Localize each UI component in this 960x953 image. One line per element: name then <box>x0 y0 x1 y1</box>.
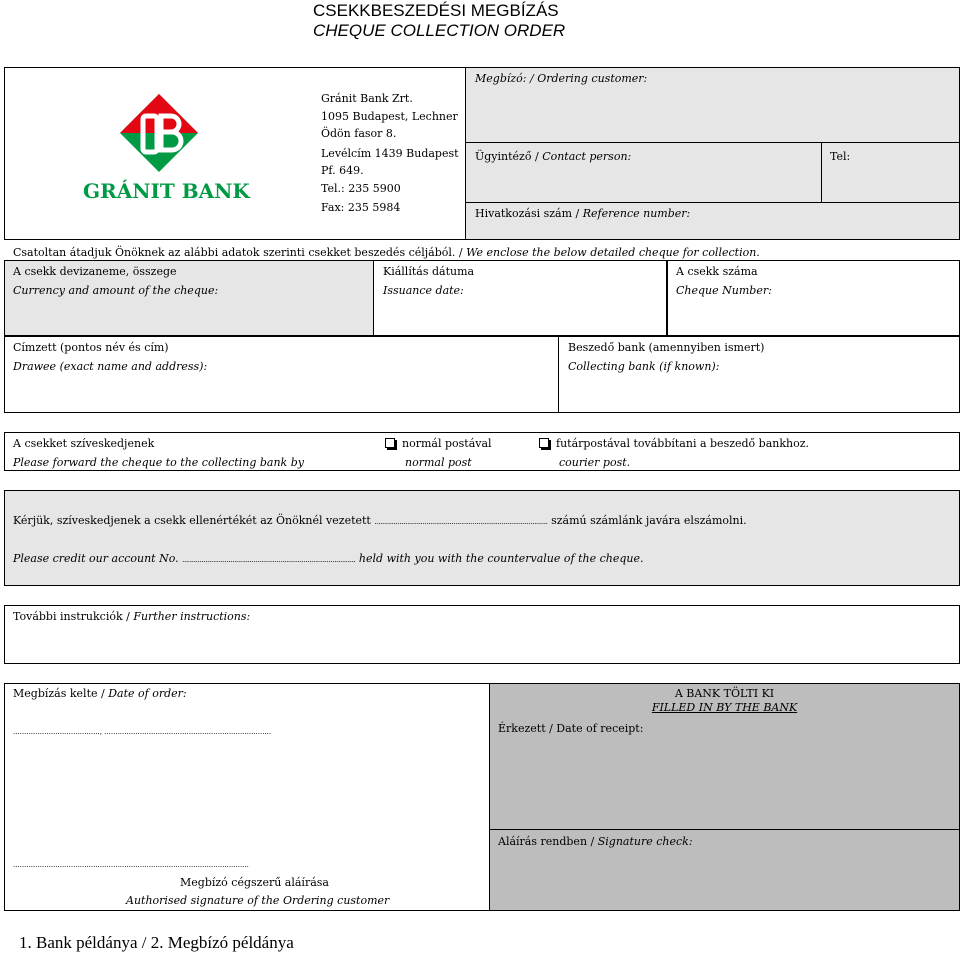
checkbox-icon[interactable] <box>385 438 395 448</box>
bank-use-heading-en: FILLED IN BY THE BANK <box>651 701 798 714</box>
bank-use-heading-hu: A BANK TÖLTI KI <box>674 687 775 700</box>
contact-person-label: Ügyintéző / Contact person: <box>475 150 632 163</box>
divider <box>465 202 960 203</box>
bank-use-section <box>489 683 960 911</box>
bank-address-line: Ödön fasor 8. <box>321 127 397 140</box>
issuance-label-hu: Kiállítás dátuma <box>383 265 475 278</box>
credit-account-section <box>4 490 960 586</box>
logo-wordmark: GRÁNIT BANK <box>83 179 250 203</box>
ordering-customer-label: Megbízó: / Ordering customer: <box>475 72 648 85</box>
tel-label: Tel: <box>830 150 851 163</box>
normal-post-option[interactable]: normál postával <box>385 437 492 451</box>
divider <box>465 142 960 143</box>
date-of-order-field[interactable]: ......................................., ........................................................................... <box>13 728 272 736</box>
issuance-label-en: Issuance date: <box>383 284 464 297</box>
title-english: CHEQUE COLLECTION ORDER <box>313 21 566 40</box>
drawee-label-en: Drawee (exact name and address): <box>13 360 208 373</box>
intro-text: Csatoltan átadjuk Önöknek az alábbi adatok szerinti csekket beszedés céljából. / We enclose the below detailed cheque for collection. <box>13 246 760 259</box>
normal-post-label-en: normal post <box>405 456 472 469</box>
collecting-bank-label-en: Collecting bank (if known): <box>568 360 720 373</box>
checkbox-icon[interactable] <box>539 438 549 448</box>
account-number-field-en[interactable]: .......................................................................................... <box>182 556 356 564</box>
bank-po-box: Pf. 649. <box>321 164 364 177</box>
bank-mailing-address: Levélcím 1439 Budapest <box>321 147 459 160</box>
further-instructions-label: További instrukciók / Further instructions: <box>13 610 251 623</box>
credit-text-en: Please credit our account No. .......................................................................................... held with you with the countervalue of the cheque. <box>13 552 644 565</box>
bank-fax: Fax: 235 5984 <box>321 201 401 214</box>
courier-post-option[interactable]: futárpostával továbbítani a beszedő bankhoz. <box>539 437 809 451</box>
forward-label-hu: A csekket szíveskedjenek <box>13 437 155 450</box>
copy-distribution-note: 1. Bank példánya / 2. Megbízó példánya <box>19 933 294 952</box>
signature-label-en: Authorised signature of the Ordering customer <box>126 894 390 907</box>
signature-check-label: Aláírás rendben / Signature check: <box>498 835 693 848</box>
forward-label-en: Please forward the cheque to the collecting bank by <box>13 456 304 469</box>
logo-icon <box>118 92 200 174</box>
courier-post-label-en: courier post. <box>559 456 631 469</box>
bank-phone: Tel.: 235 5900 <box>321 182 401 195</box>
currency-label-hu: A csekk devizaneme, összege <box>13 265 177 278</box>
cheque-number-label-hu: A csekk száma <box>676 265 758 278</box>
account-number-field[interactable]: .......................................................................................... <box>374 518 548 526</box>
bank-name: Gránit Bank Zrt. <box>321 92 413 105</box>
granit-bank-logo <box>118 92 200 174</box>
title-hungarian: CSEKKBESZEDÉSI MEGBÍZÁS <box>313 1 559 20</box>
divider <box>489 829 960 830</box>
currency-label-en: Currency and amount of the cheque: <box>13 284 219 297</box>
date-of-receipt-label: Érkezett / Date of receipt: <box>498 722 644 735</box>
reference-number-label: Hivatkozási szám / Reference number: <box>475 207 691 220</box>
collecting-bank-label-hu: Beszedő bank (amennyiben ismert) <box>568 341 765 354</box>
bank-address-line: 1095 Budapest, Lechner <box>321 110 458 123</box>
date-of-order-label: Megbízás kelte / Date of order: <box>13 687 187 700</box>
credit-text-hu: Kérjük, szíveskedjenek a csekk ellenértékét az Önöknél vezetett .......................................................................................... számú számlánk javára elszámolni. <box>13 514 747 527</box>
drawee-label-hu: Címzett (pontos név és cím) <box>13 341 169 354</box>
signature-label-hu: Megbízó cégszerű aláírása <box>180 876 329 889</box>
signature-field[interactable]: .......................................................................................................... <box>13 861 249 869</box>
divider <box>821 142 822 202</box>
cheque-number-label-en: Cheque Number: <box>676 284 772 297</box>
